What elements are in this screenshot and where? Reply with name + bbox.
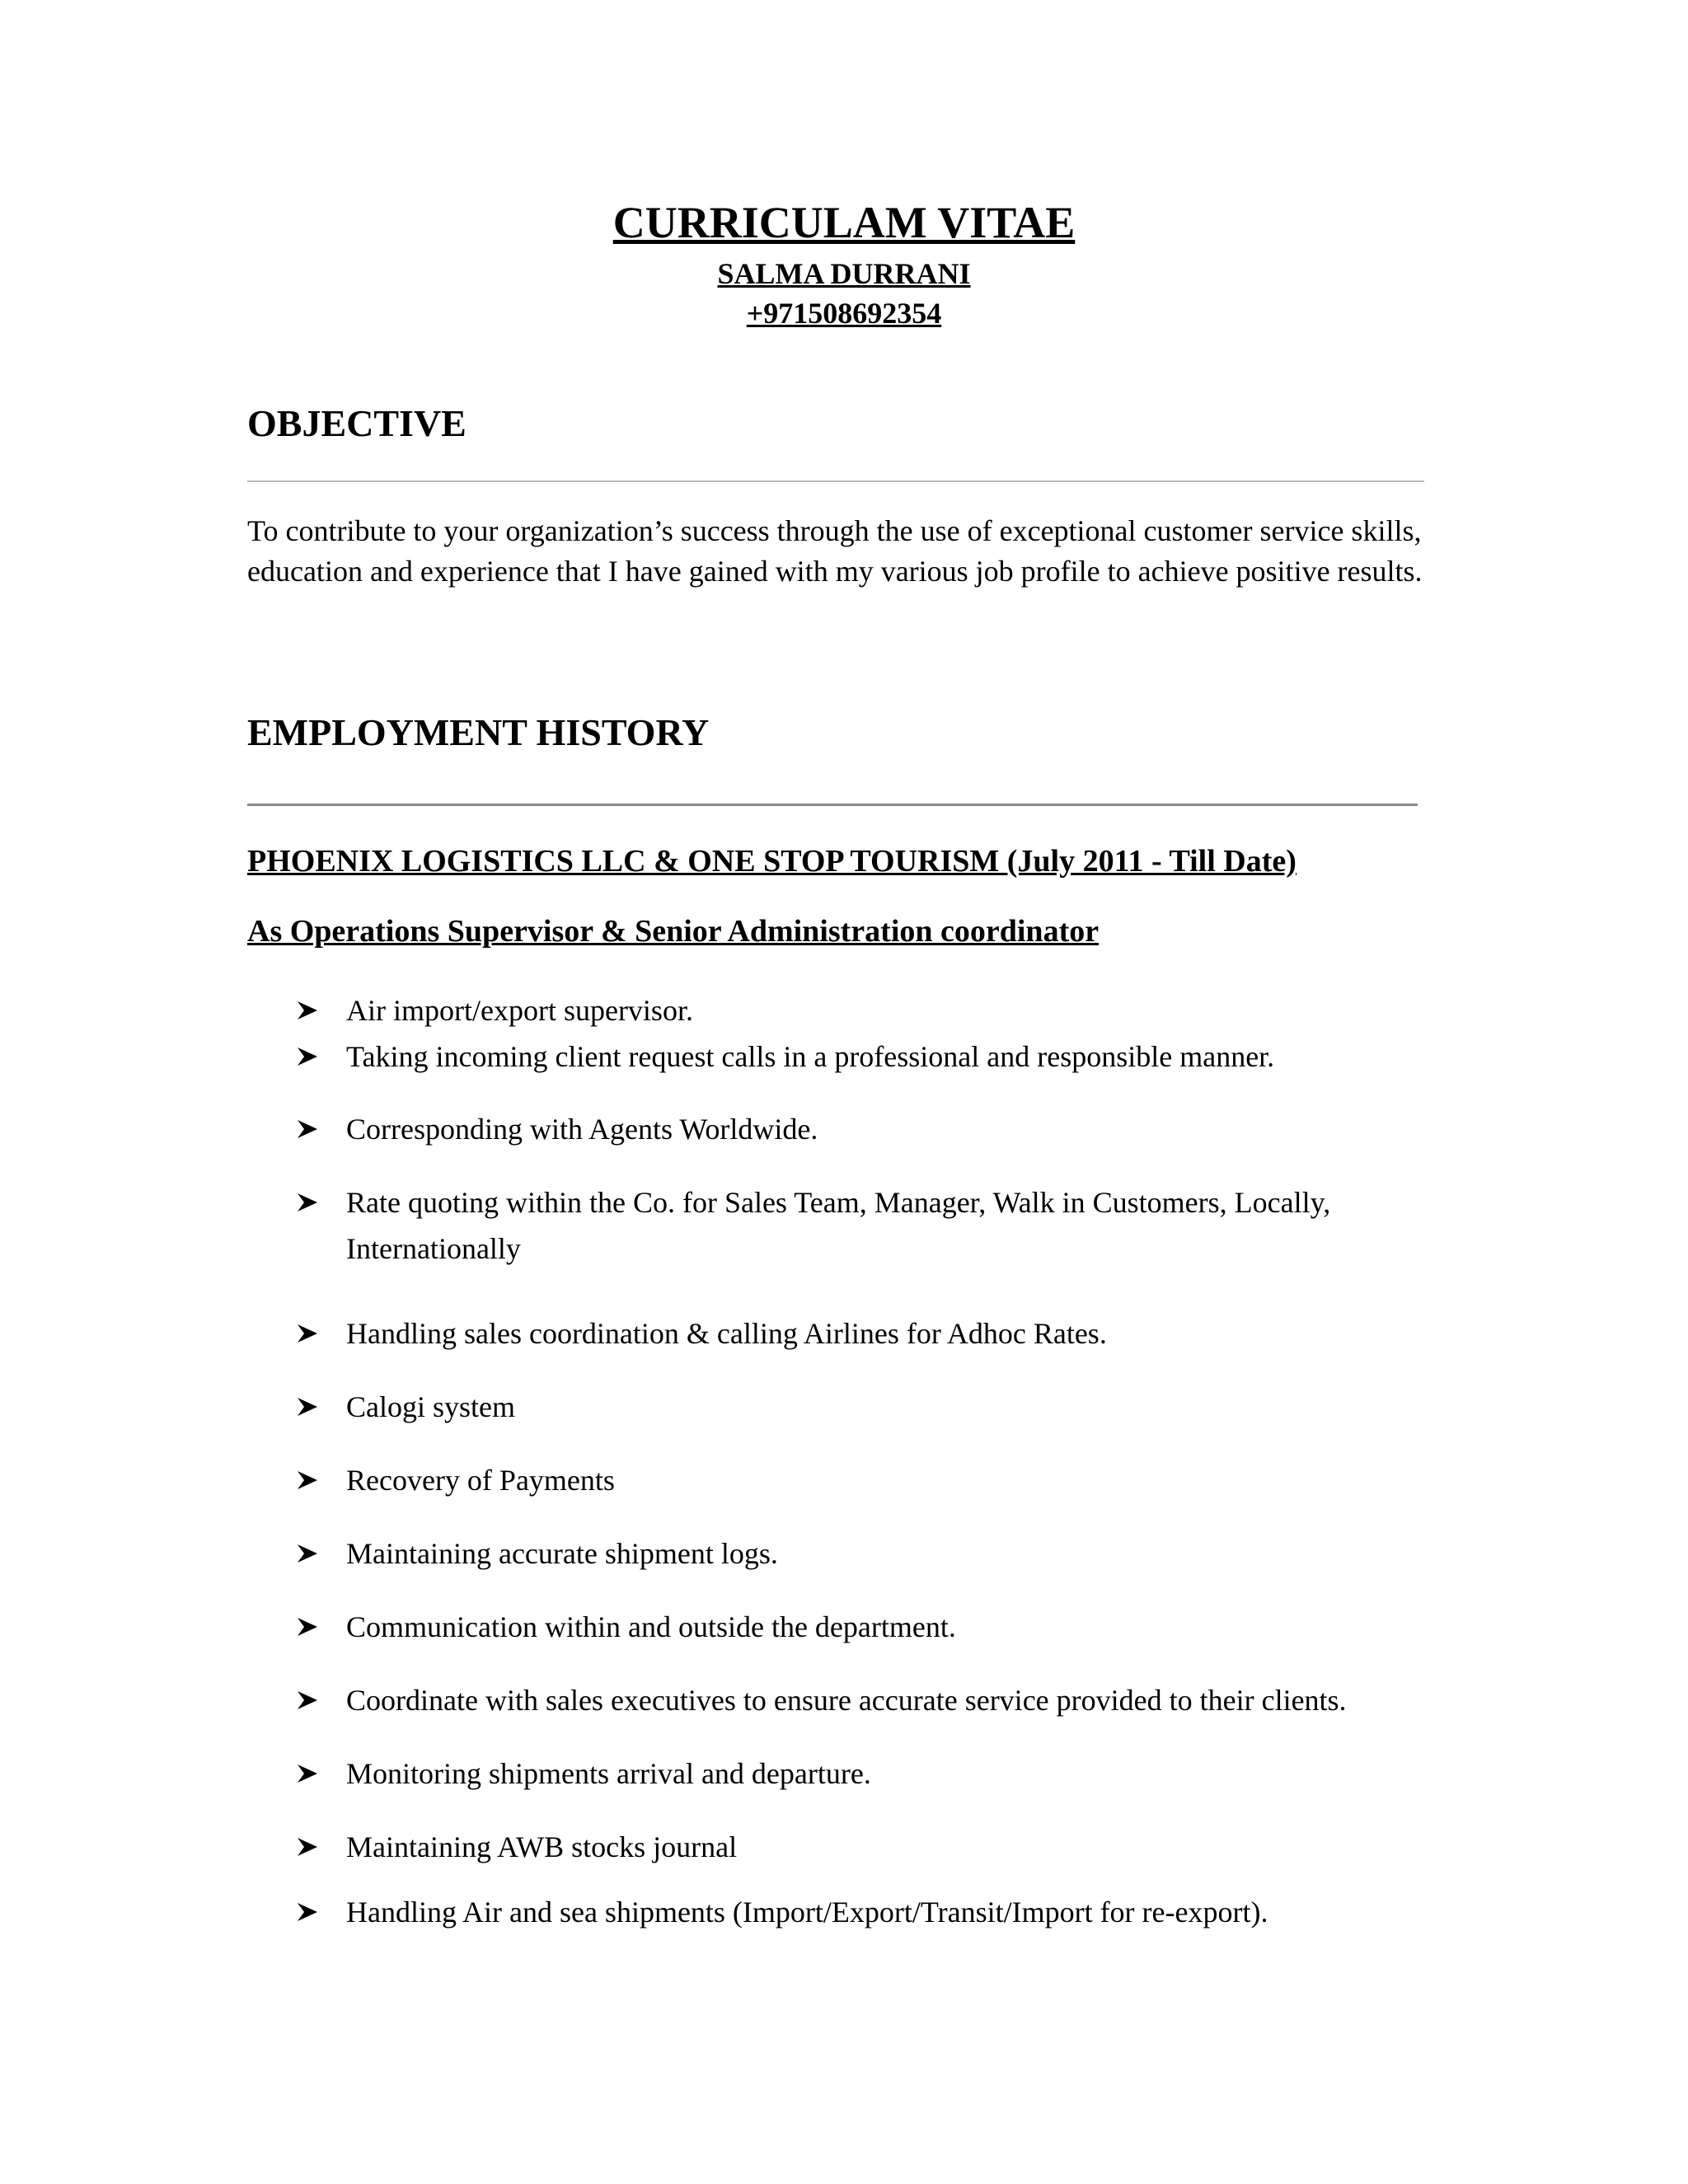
- duty-text: Taking incoming client request calls in a professional and responsible manner.: [346, 1040, 1275, 1073]
- duty-text: Corresponding with Agents Worldwide.: [346, 1113, 818, 1146]
- arrowhead-bullet-icon: [295, 1677, 328, 1723]
- employment-divider: [247, 804, 1418, 806]
- duty-text: Air import/export supervisor.: [346, 994, 693, 1027]
- arrowhead-bullet-icon: [295, 1106, 328, 1152]
- candidate-name: SALMA DURRANI: [717, 257, 971, 290]
- arrowhead-bullet-icon: [295, 1889, 328, 1935]
- arrowhead-bullet-icon: [295, 1033, 328, 1080]
- arrowhead-bullet-icon: [295, 1179, 328, 1226]
- duty-text: Handling Air and sea shipments (Import/Export/Transit/Import for re-export).: [346, 1896, 1268, 1929]
- company-heading: PHOENIX LOGISTICS LLC & ONE STOP TOURISM (July 2011 - Till Date): [247, 844, 1296, 879]
- duty-text: Maintaining AWB stocks journal: [346, 1830, 738, 1863]
- arrowhead-bullet-icon: [295, 1604, 328, 1650]
- arrowhead-bullet-icon: [295, 1750, 328, 1797]
- duty-text: Communication within and outside the department.: [346, 1610, 956, 1643]
- duty-text: Coordinate with sales executives to ensure accurate service provided to their clients.: [346, 1684, 1347, 1717]
- document-title: CURRICULAM VITAE: [612, 198, 1076, 247]
- arrowhead-bullet-icon: [295, 1384, 328, 1430]
- duty-text: Maintaining accurate shipment logs.: [346, 1537, 778, 1570]
- duty-text: Monitoring shipments arrival and departure.: [346, 1757, 871, 1790]
- arrowhead-bullet-icon: [295, 1824, 328, 1870]
- duty-text: Calogi system: [346, 1390, 515, 1423]
- job-role-heading: As Operations Supervisor & Senior Administration coordinator: [247, 914, 1100, 949]
- duty-text: Handling sales coordination & calling Airlines for Adhoc Rates.: [346, 1317, 1107, 1350]
- employment-history-heading: EMPLOYMENT HISTORY: [247, 711, 710, 753]
- arrowhead-bullet-icon: [295, 1457, 328, 1503]
- arrowhead-bullet-icon: [295, 1530, 328, 1577]
- objective-text: To contribute to your organization’s success through the use of exceptional customer service skills, education and experience that I have gained with my various job profile to achieve positive results.: [247, 514, 1423, 588]
- duty-text: Rate quoting within the Co. for Sales Team, Manager, Walk in Customers, Locally, Internationally: [346, 1186, 1331, 1265]
- arrowhead-bullet-icon: [295, 1310, 328, 1357]
- duty-text: Recovery of Payments: [346, 1464, 615, 1497]
- objective-divider: [247, 480, 1424, 482]
- candidate-phone: +971508692354: [746, 297, 942, 330]
- objective-heading: OBJECTIVE: [247, 402, 467, 444]
- arrowhead-bullet-icon: [295, 987, 328, 1033]
